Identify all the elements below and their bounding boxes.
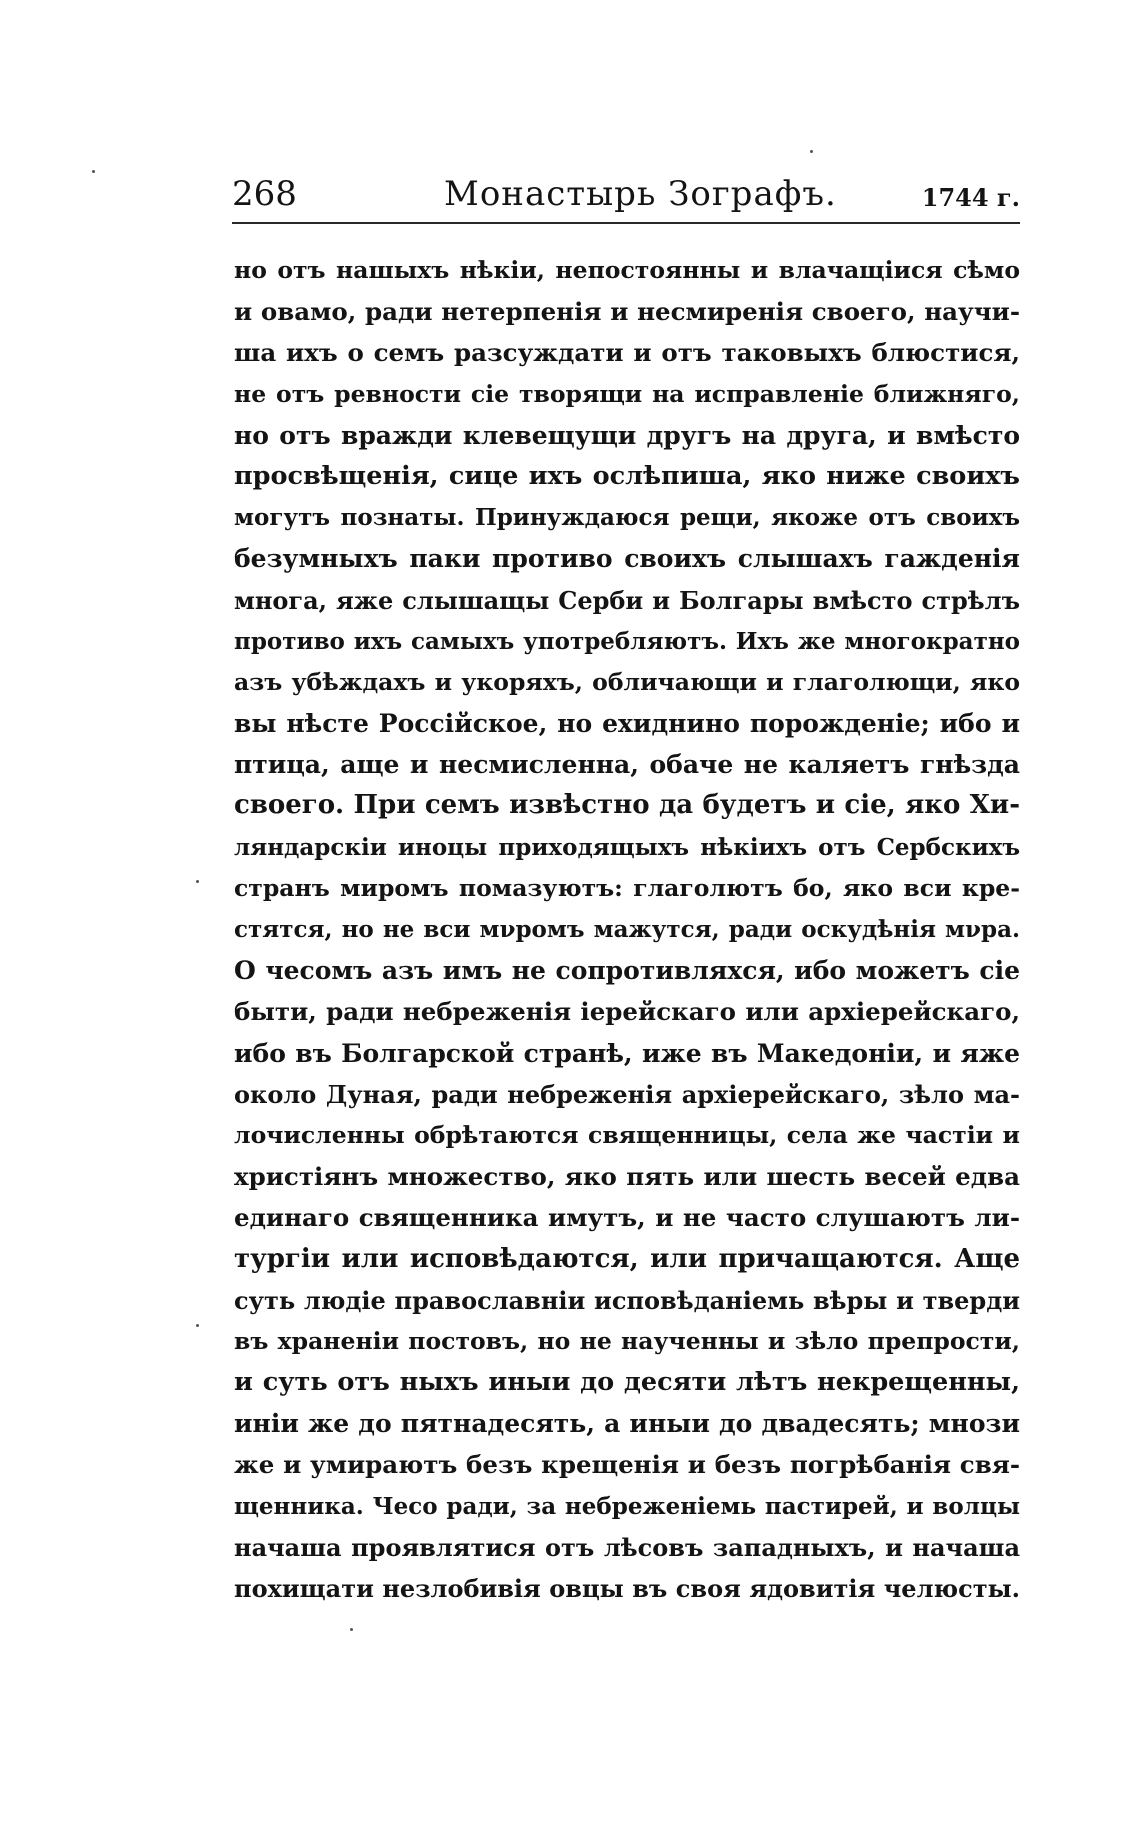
text-line: быти, ради небреженія іерейскаго или архіерейскаго, — [234, 997, 1020, 1027]
text-line: безумныхъ паки противо своихъ слышахъ гажденія — [234, 544, 1020, 574]
text-line: многа, яже слышащы Серби и Болгары вмѣсто стрѣлъ — [234, 585, 1020, 615]
scan-speck — [196, 1324, 199, 1327]
text-line: лочисленны обрѣтаются священницы, села же частіи и — [234, 1120, 1020, 1149]
text-line: единаго священника имутъ, и не часто слушаютъ ли- — [234, 1203, 1020, 1233]
header-rule — [232, 222, 1020, 224]
page-number: 268 — [232, 174, 297, 214]
text-line: противо ихъ самыхъ употребляютъ. Ихъ же многократно — [234, 627, 1020, 655]
text-line: начаша проявлятися отъ лѣсовъ западныхъ, и начаша — [234, 1532, 1020, 1562]
scan-speck — [810, 150, 813, 153]
year-marker: 1744 г. — [921, 183, 1020, 212]
text-line: просвѣщенія, сице ихъ ослѣпиша, яко ниже своихъ — [234, 460, 1020, 491]
text-line: иніи же до пятнадесять, а иныи до двадесять; мнози — [234, 1409, 1020, 1439]
text-line: щенника. Чесо ради, за небреженіемь пастирей, и волцы — [234, 1492, 1020, 1520]
text-line: ибо въ Болгарской странѣ, иже въ Македоніи, и яже — [234, 1038, 1020, 1068]
text-line: могутъ познаты. Принуждаюся рещи, якоже отъ своихъ — [234, 504, 1020, 532]
text-line: и суть отъ ныхъ иныи до десяти лѣтъ некрещенны, — [234, 1367, 1020, 1398]
text-line: О чесомъ азъ имъ не сопротивляхся, ибо можетъ сіе — [234, 956, 1020, 986]
text-line: въ храненіи постовъ, но не наученны и зѣло препрости, — [234, 1326, 1020, 1355]
text-line: странъ миромъ помазуютъ: глаголютъ бо, яко вси кре- — [234, 873, 1020, 902]
text-line: около Дуная, ради небреженія архіерейскаго, зѣло ма- — [234, 1079, 1020, 1109]
scan-speck — [196, 880, 199, 883]
text-line: но отъ нашыхъ нѣкіи, непостоянны и влачащіися сѣмо — [234, 256, 1020, 284]
text-line: ша ихъ о семъ разсуждати и отъ таковыхъ блюстися, — [234, 338, 1020, 368]
text-line: вы нѣсте Россійское, но ехиднино порожденіе; ибо и — [234, 709, 1020, 739]
scan-speck — [350, 1628, 353, 1631]
text-line: но отъ вражди клевещущи другъ на друга, и вмѣсто — [234, 420, 1020, 450]
text-line: не отъ ревности сіе творящи на исправленіе ближняго, — [234, 379, 1020, 408]
text-line: тургіи или исповѣдаются, или причащаются. Аще — [234, 1243, 1020, 1274]
text-line: азъ убѣждахъ и укоряхъ, обличающи и глаголющи, яко — [234, 667, 1020, 696]
text-line: же и умираютъ безъ крещенія и безъ погрѣбанія свя- — [234, 1450, 1020, 1480]
running-title: Монастырь Зографъ. — [444, 174, 837, 214]
text-line: христіянъ множество, яко пять или шесть весей едва — [234, 1162, 1020, 1192]
text-line: птица, аще и несмисленна, обаче не каляетъ гнѣзда — [234, 750, 1020, 780]
scan-speck — [92, 170, 95, 173]
text-line: и овамо, ради нетерпенія и несмиренія своего, научи- — [234, 297, 1020, 327]
text-line: похищати незлобивія овцы въ своя ядовитія челюсты. — [234, 1574, 1020, 1603]
text-line: стятся, но не вси мνромъ мажутся, ради оскудѣнія мνра. — [234, 916, 1020, 943]
body-text — [234, 250, 1020, 1609]
text-line: суть людіе православніи исповѣданіемь вѣры и тверди — [234, 1285, 1020, 1315]
text-line: своего. При семъ извѣстно да будетъ и сіе, яко Хи- — [234, 790, 1020, 821]
page-header — [232, 172, 1020, 222]
text-line: ляндарскіи иноцы приходящыхъ нѣкіихъ отъ Сербскихъ — [234, 833, 1020, 861]
